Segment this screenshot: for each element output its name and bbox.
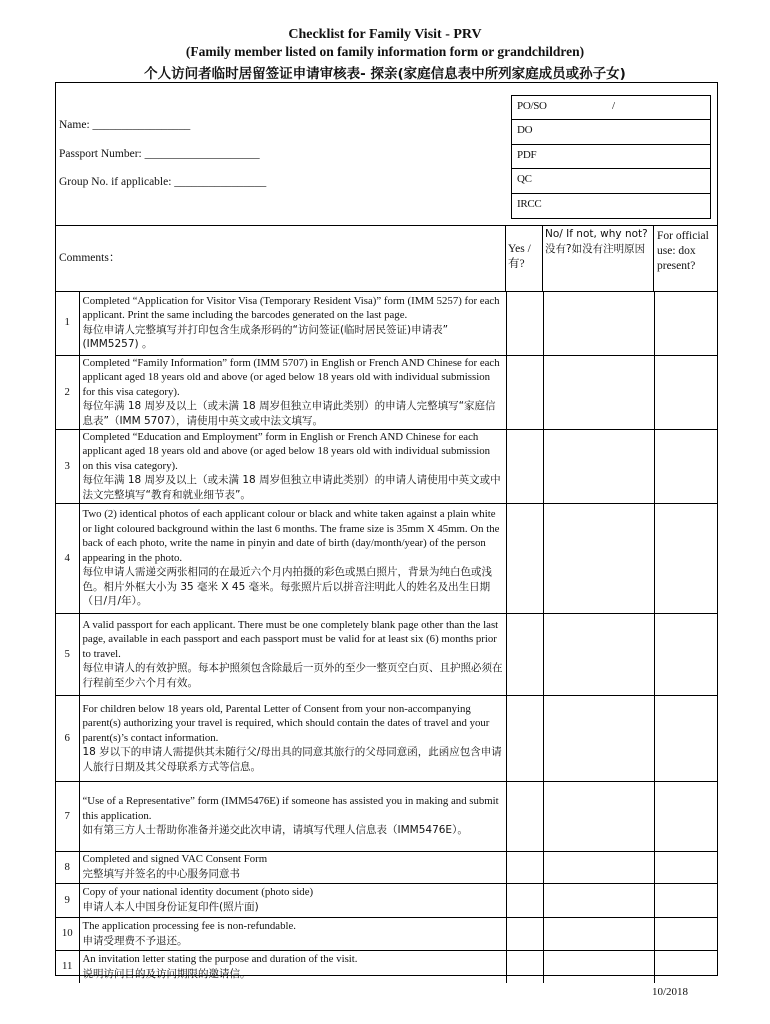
column-headers [56, 225, 717, 292]
requirement-english: Two (2) identical photos of each applicant colour or black and white taken against a plain white or light coloured background within the last 6 months. The frame size is 35mm X 45mm. On the back of each photo, write the name in pinyin and date of birth (day/month/year) of the person appearing in the photo. [82, 507, 500, 564]
requirement-chinese: 如有第三方人士帮助你准备并递交此次申请，请填写代理人信息表（IMM5476E）。 [82, 824, 468, 837]
row-number: 11 [56, 950, 79, 983]
yes-column-header: Yes /有? [508, 243, 531, 270]
no-reason-cell[interactable] [543, 503, 654, 613]
requirement-chinese: 18 岁以下的申请人需提供其未随行父/母出具的同意其旅行的父母同意函，此函应包含申请人旅行日期及其父母联系方式等信息。 [82, 746, 502, 773]
row-number: 6 [56, 695, 79, 781]
no-reason-cell[interactable] [543, 781, 654, 851]
row-requirement [79, 291, 506, 355]
yes-checkbox-cell[interactable] [506, 429, 543, 503]
yes-checkbox-cell[interactable] [506, 355, 543, 429]
form-subtitle: (Family member listed on family information form or grandchildren) [185, 44, 585, 59]
table-row [56, 917, 717, 950]
office-slash: / [612, 100, 615, 112]
row-number: 5 [56, 613, 79, 695]
no-reason-cell[interactable] [543, 917, 654, 950]
no-reason-cell[interactable] [543, 429, 654, 503]
no-reason-cell[interactable] [543, 851, 654, 883]
official-use-cell[interactable] [654, 429, 717, 503]
no-reason-cell[interactable] [543, 613, 654, 695]
row-requirement [79, 695, 506, 781]
yes-checkbox-cell[interactable] [506, 950, 543, 983]
requirement-chinese: 每位年满 18 周岁及以上（或未满 18 周岁但独立申请此类别）的申请人请使用中英文或中法文完整填写“教育和就业细节表”。 [82, 474, 501, 501]
requirement-chinese: 申请受理费不予退还。 [82, 934, 188, 947]
official-use-cell[interactable] [654, 291, 717, 355]
checklist-rows [56, 291, 717, 983]
no-column-header: No/ If not, why not? 没有?如没有注明原因 [545, 228, 648, 255]
requirement-english: Completed “Application for Visitor Visa (Temporary Resident Visa)” form (IMM 5257) for each applicant. Print the same including the barcodes generated on the last page. [82, 294, 500, 322]
comments-header: Comments： [59, 252, 121, 264]
office-po-so [512, 96, 710, 120]
no-reason-cell[interactable] [543, 950, 654, 983]
row-requirement [79, 917, 506, 950]
checklist-table [55, 82, 718, 980]
office-po-so-label: PO/SO [517, 100, 547, 112]
passport-number-field[interactable]: Passport Number: ____________________ [59, 148, 260, 160]
table-row [56, 851, 717, 883]
official-use-cell[interactable] [654, 883, 717, 917]
requirement-chinese: 申请人本人中国身份证复印件(照片面) [82, 901, 259, 913]
table-row [56, 695, 717, 781]
row-requirement [79, 613, 506, 695]
official-use-cell[interactable] [654, 613, 717, 695]
official-use-cell[interactable] [654, 917, 717, 950]
table-row [56, 613, 717, 695]
row-requirement [79, 781, 506, 851]
yes-checkbox-cell[interactable] [506, 781, 543, 851]
no-reason-cell[interactable] [543, 291, 654, 355]
requirement-chinese: 每位申请人完整填写并打印包含生成条形码的“访问签证(临时居民签证)申请表” (IMM5257) 。 [82, 323, 449, 351]
table-row [56, 503, 717, 613]
table-row [56, 355, 717, 429]
revision-date: 10/2018 [651, 986, 688, 998]
applicant-info-section [56, 83, 717, 226]
row-number: 1 [56, 291, 79, 355]
official-use-cell[interactable] [654, 781, 717, 851]
row-number: 9 [56, 883, 79, 917]
yes-checkbox-cell[interactable] [506, 613, 543, 695]
table-row [56, 950, 717, 983]
requirement-chinese: 每位申请人的有效护照。每本护照须包含除最后一页外的至少一整页空白页、且护照必须在行程前至少六个月有效。 [82, 662, 503, 689]
official-use-column-header: For official use: dox present? [657, 230, 709, 272]
yes-checkbox-cell[interactable] [506, 917, 543, 950]
table-row [56, 429, 717, 503]
requirement-english: “Use of a Representative” form (IMM5476E) if someone has assisted you in making and submit this application. [82, 795, 499, 822]
row-requirement [79, 950, 506, 983]
row-number: 10 [56, 917, 79, 950]
no-reason-cell[interactable] [543, 883, 654, 917]
requirement-english: Completed “Education and Employment” form in English or French AND Chinese for each applicant aged 18 years old and above (or aged below 18 years old with individual submission on this visa category). [82, 430, 490, 472]
requirement-english: For children below 18 years old, Parental Letter of Consent from your non-accompanying parent(s) authorizing your travel is required, which should contain the dates of travel and your parent(s)’s contact information. [82, 702, 490, 744]
requirement-english: Copy of your national identity document (photo side) [82, 886, 314, 899]
yes-checkbox-cell[interactable] [506, 695, 543, 781]
yes-checkbox-cell[interactable] [506, 851, 543, 883]
table-row [56, 781, 717, 851]
row-requirement [79, 429, 506, 503]
office-do: DO [512, 120, 710, 144]
form-title: Checklist for Family Visit - PRV [288, 27, 482, 42]
requirement-english: An invitation letter stating the purpose and duration of the visit. [82, 953, 358, 966]
row-number: 8 [56, 851, 79, 883]
group-number-field[interactable]: Group No. if applicable: ________________ [59, 176, 267, 188]
requirement-chinese: 每位年满 18 周岁及以上（或未满 18 周岁但独立申请此类别）的申请人完整填写“家庭信息表”（IMM 5707），请使用中英文或中法文填写。 [82, 400, 496, 427]
office-use-box [511, 95, 711, 219]
yes-checkbox-cell[interactable] [506, 291, 543, 355]
official-use-cell[interactable] [654, 950, 717, 983]
official-use-cell[interactable] [654, 355, 717, 429]
no-reason-cell[interactable] [543, 355, 654, 429]
requirement-chinese: 完整填写并签名的中心服务同意书 [82, 868, 240, 880]
yes-checkbox-cell[interactable] [506, 503, 543, 613]
row-requirement [79, 355, 506, 429]
office-qc: QC [512, 169, 710, 193]
table-row [56, 291, 717, 355]
row-requirement [79, 503, 506, 613]
row-requirement [79, 883, 506, 917]
official-use-cell[interactable] [654, 695, 717, 781]
office-pdf: PDF [512, 145, 710, 169]
form-title-chinese: 个人访问者临时居留签证申请审核表- 探亲(家庭信息表中所列家庭成员或孙子女) [144, 66, 626, 82]
requirement-english: Completed “Family Information” form (IMM 5707) in English or French AND Chinese for each applicant aged 18 years old and above (or aged below 18 years old with individual submission for this visa category). [82, 356, 500, 398]
row-number: 3 [56, 429, 79, 503]
yes-checkbox-cell[interactable] [506, 883, 543, 917]
row-number: 4 [56, 503, 79, 613]
requirement-english: A valid passport for each applicant. There must be one completely blank page other than the last page, available in each passport and each passport must be valid for at least six (6) months prior to travel. [82, 618, 499, 660]
requirement-english: Completed and signed VAC Consent Form [82, 853, 268, 866]
office-ircc: IRCC [517, 197, 542, 210]
no-reason-cell[interactable] [543, 695, 654, 781]
row-number: 7 [56, 781, 79, 851]
row-requirement [79, 851, 506, 883]
name-field[interactable]: Name: _________________ [59, 119, 191, 131]
table-row [56, 883, 717, 917]
requirement-chinese: 说明访问目的及访问期限的邀请信。 [82, 967, 251, 980]
official-use-cell[interactable] [654, 503, 717, 613]
requirement-chinese: 每位申请人需递交两张相同的在最近六个月内拍摄的彩色或黑白照片，背景为纯白色或浅色。相片外框大小为 35 毫米 X 45 毫米。每张照片后以拼音注明此人的姓名及出生日期（日/月/年）。 [82, 566, 492, 608]
official-use-cell[interactable] [654, 851, 717, 883]
requirement-english: The application processing fee is non-refundable. [82, 919, 296, 932]
row-number: 2 [56, 355, 79, 429]
